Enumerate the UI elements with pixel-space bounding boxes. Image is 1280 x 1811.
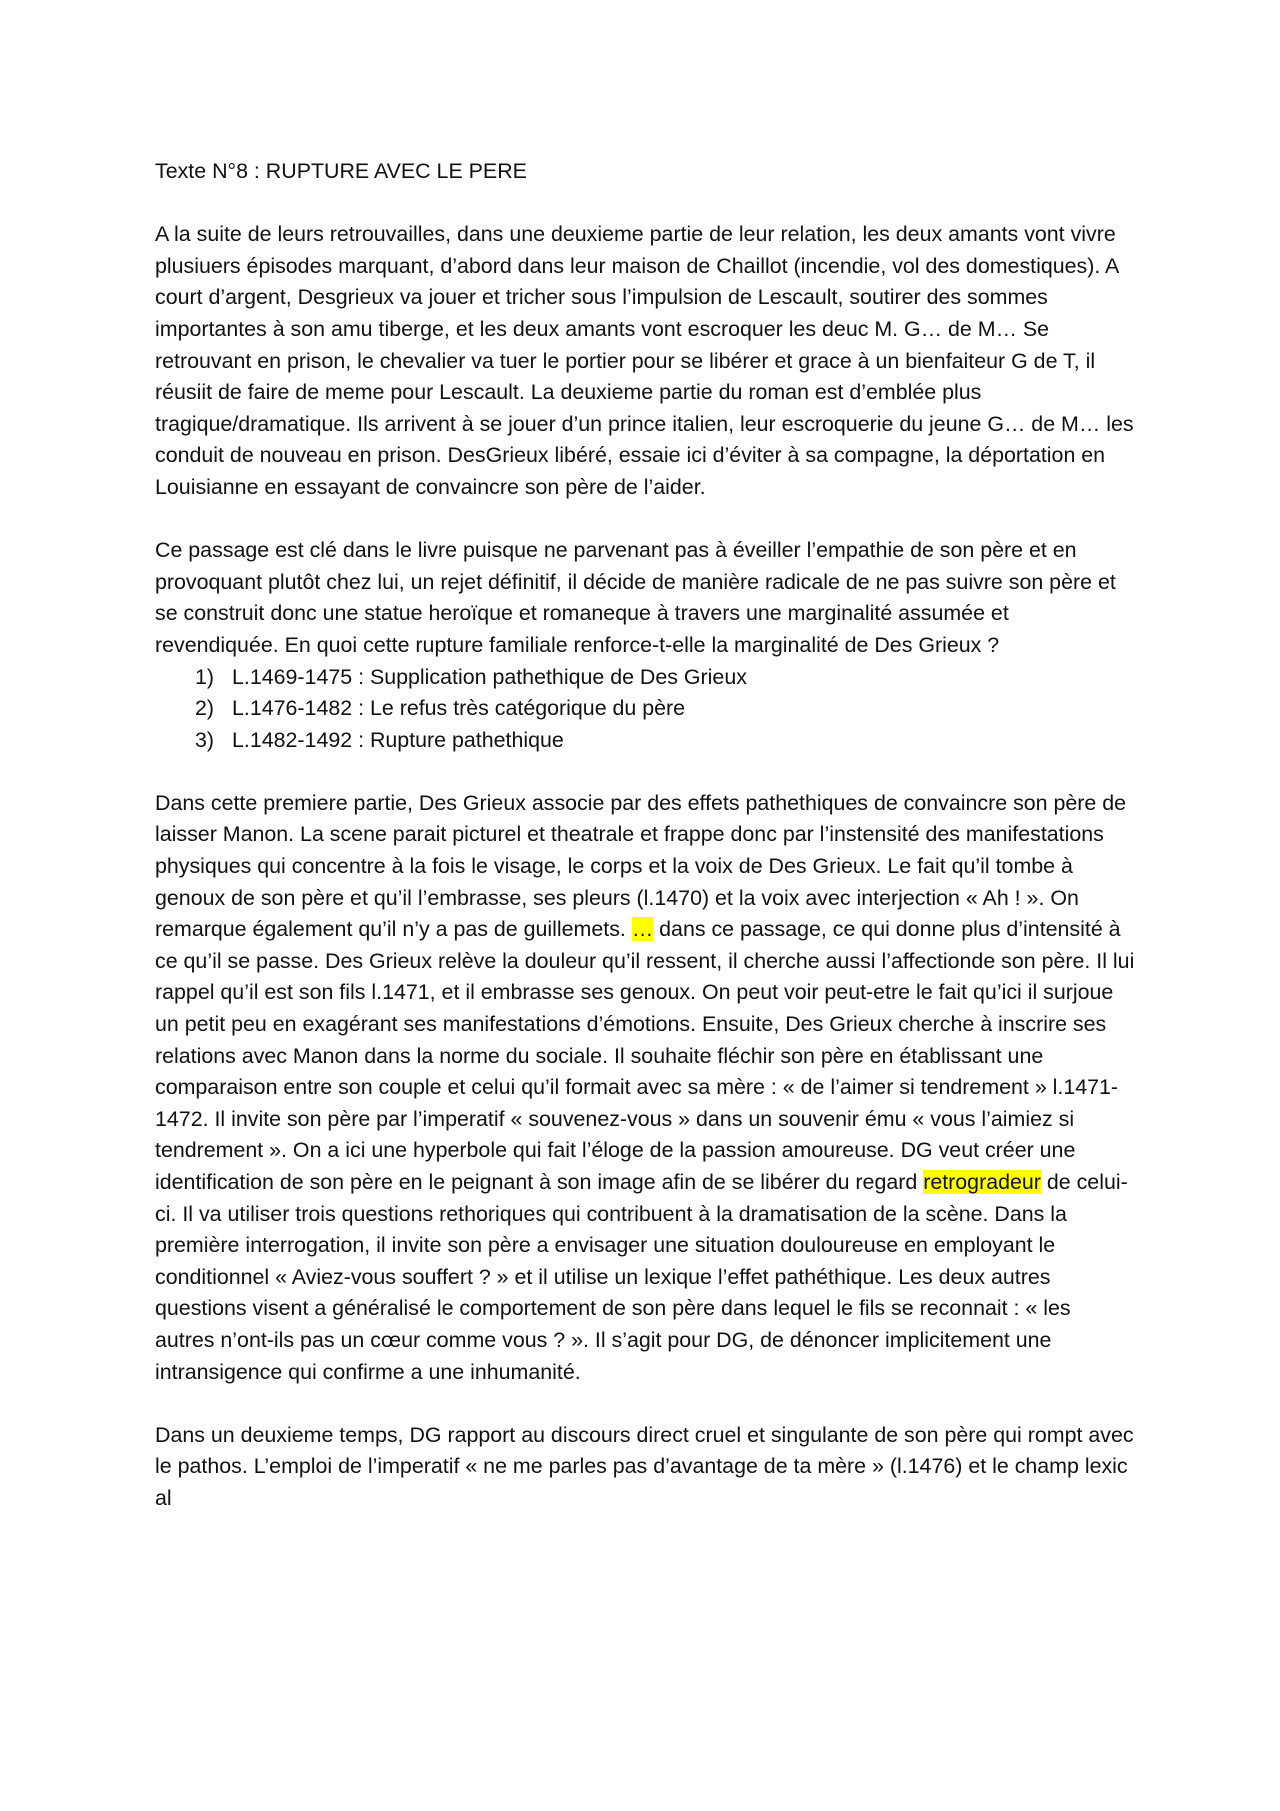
- outline-item: [195, 725, 1135, 757]
- outline-item: [195, 693, 1135, 725]
- outline-number: 2): [195, 696, 215, 721]
- paragraph-text: dans ce passage, ce qui donne plus d’intensité à ce qu’il se passe. Des Grieux relève la douleur qu’il ressent, il cherche aussi l’affectionde son père. Il lui rappel qu’il est son fils l.1471, et il embrasse ses genoux. On peut voir peut-etre le fait qu’ici il surjoue un petit peu en exagérant ses manifestations d’émotions. Ensuite, Des Grieux cherche à inscrire ses relations avec Manon dans la norme du sociale. Il souhaite fléchir son père en établissant une comparaison entre son couple et celui qu’il formait avec sa mère : « de l’aimer si tendrement » l.1471-1472. Il invite son père par l’imperatif « souvenez-vous » dans un souvenir ému « vous l’aimiez si tendrement ». On a ici une hyperbole qui fait l’éloge de la passion amoureuse. DG veut créer une identification de son père en le peignant à son image afin de se libérer du regard: [155, 917, 1135, 1194]
- paragraph-text: Dans cette premiere partie, Des Grieux associe par des effets pathethiques de convaincre son père de laisser Manon. La scene parait picturel et theatrale et frappe donc par l’instensité des manifestations physiques qui concentre à la fois le visage, le corps et la voix de Des Grieux. Le fait qu’il tombe à genoux de son père et qu’il l’embrasse, ses pleurs (l.1470) et la voix avec interjection « Ah ! ». On remarque également qu’il n’y a pas de guillemets.: [155, 790, 1127, 942]
- paragraph-spacer: [155, 1388, 1135, 1420]
- paragraph-spacer: [155, 188, 1135, 220]
- paragraph-spacer: [155, 504, 1135, 536]
- document-title: Texte N°8 : RUPTURE AVEC LE PERE: [155, 159, 527, 183]
- paragraph-second-part: Dans un deuxieme temps, DG rapport au discours direct cruel et singulante de son père qui rompt avec le pathos. L’emploi de l’imperatif « ne me parles pas d’avantage de ta mère » (l.1476) et le champ lexic al: [155, 1422, 1134, 1510]
- paragraph-first-part: [155, 788, 1135, 1388]
- outline-text: L.1482-1492 : Rupture pathethique: [232, 727, 564, 752]
- document-page: [155, 156, 1135, 1515]
- outline-text: L.1476-1482 : Le refus très catégorique du père: [232, 696, 686, 721]
- paragraph-context: A la suite de leurs retrouvailles, dans une deuxieme partie de leur relation, les deux amants vont vivre plusiuers épisodes marquant, d’abord dans leur maison de Chaillot (incendie, vol des domestiques). A court d’argent, Desgrieux va jouer et tricher sous l’impulsion de Lescault, soutirer des sommes importantes à son amu tiberge, et les deux amants vont escroquer les deuc M. G… de M… Se retrouvant en prison, le chevalier va tuer le portier pour se libérer et grace à un bienfaiteur G de T, il réusiit de faire de meme pour Lescault. La deuxieme partie du roman est d’emblée plus tragique/dramatique. Ils arrivent à se jouer d’un prince italien, leur escroquerie du jeune G… de M… les conduit de nouveau en prison. DesGrieux libéré, essaie ici d’éviter à sa compagne, la déportation en Louisianne en essayant de convaincre son père de l’aider.: [155, 222, 1134, 499]
- highlighted-text: …: [631, 917, 654, 942]
- paragraph-problematique: Ce passage est clé dans le livre puisque ne parvenant pas à éveiller l’empathie de son père et en provoquant plutôt chez lui, un rejet définitif, il décide de manière radicale de ne pas suivre son père et se construit donc une statue heroïque et romaneque à travers une marginalité assumée et revendiquée. En quoi cette rupture familiale renforce-t-elle la marginalité de Des Grieux ?: [155, 538, 1116, 657]
- paragraph-spacer: [155, 756, 1135, 788]
- outline-list: [155, 662, 1135, 757]
- outline-number: 1): [195, 664, 215, 689]
- outline-number: 3): [195, 727, 215, 752]
- highlighted-text: retrogradeur: [923, 1170, 1041, 1194]
- outline-text: L.1469-1475 : Supplication pathethique de Des Grieux: [232, 664, 747, 689]
- paragraph-text: de celui-ci. Il va utiliser trois questions rethoriques qui contribuent à la dramatisation de la scène. Dans la première interrogation, il invite son père a envisager une situation douloureuse en employant le conditionnel « Aviez-vous souffert ? » et il utilise un lexique l’effet pathéthique. Les deux autres questions visent a généralisé le comportement de son père dans lequel le fils se reconnait : « les autres n’ont-ils pas un cœur comme vous ? ». Il s’agit pour DG, de dénoncer implicitement une intransigence qui confirme a une inhumanité.: [155, 1170, 1128, 1384]
- outline-item: [195, 662, 1135, 694]
